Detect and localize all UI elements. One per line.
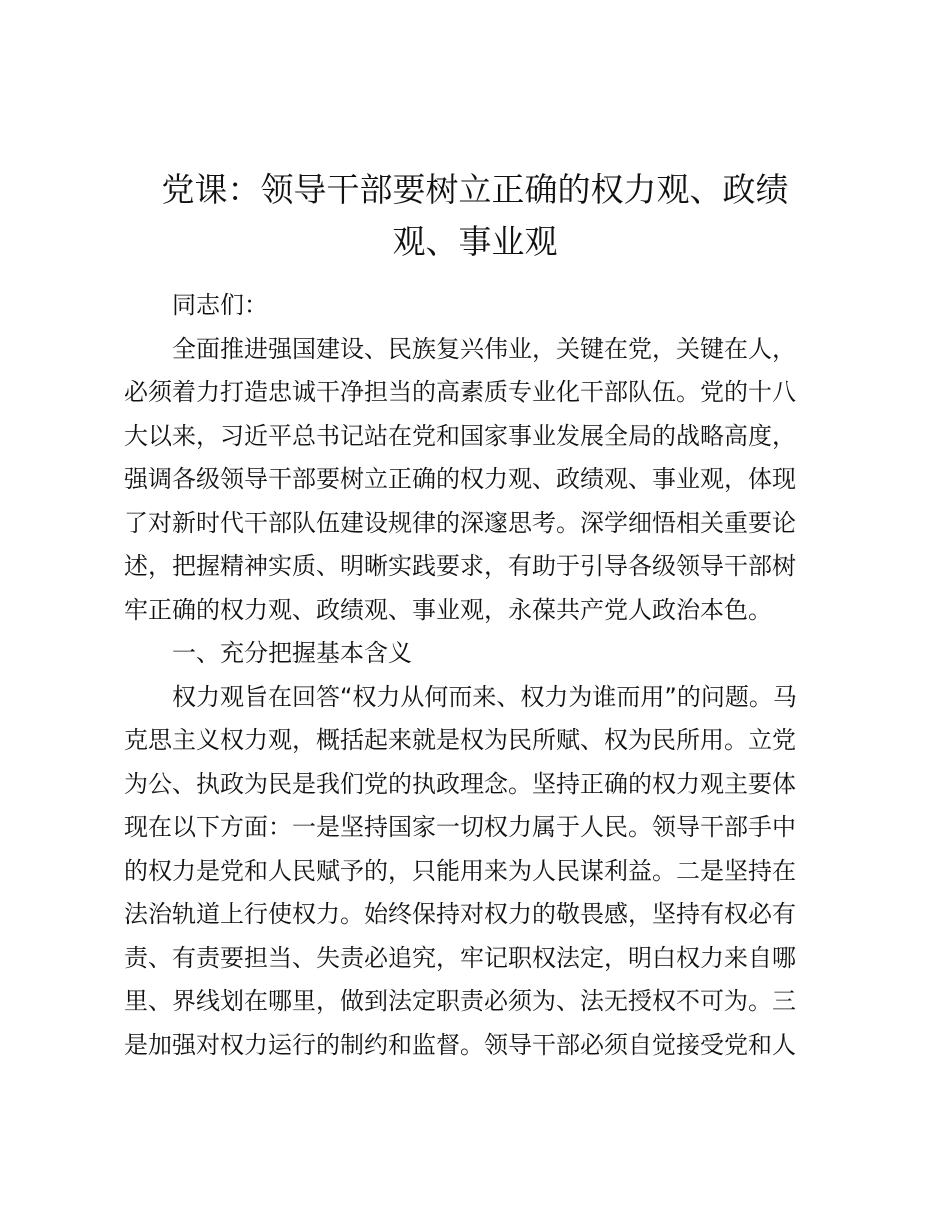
body-line: 一、充分把握基本含义 [172, 639, 412, 667]
body-line: 现在以下方面：一是坚持国家一切权力属于人民。领导干部手中 [124, 813, 796, 841]
body-line: 必须着力打造忠诚干净担当的高素质专业化干部队伍。党的十八 [124, 378, 796, 406]
body-line: 述，把握精神实质、明晰实践要求，有助于引导各级领导干部树 [124, 552, 796, 580]
body-line: 是加强对权力运行的制约和监督。领导干部必须自觉接受党和人 [124, 1030, 796, 1059]
body-line: 同志们： [172, 291, 268, 319]
body-line: 为公、执政为民是我们党的执政理念。坚持正确的权力观主要体 [124, 769, 796, 798]
body-line: 牢正确的权力观、政绩观、事业观，永葆共产党人政治本色。 [124, 595, 772, 624]
body-line: 责、有责要担当、失责必追究，牢记职权法定，明白权力来自哪 [124, 943, 796, 972]
document-title [120, 164, 830, 268]
title-line: 观、事业观 [392, 222, 558, 261]
body-line: 的权力是党和人民赋予的，只能用来为人民谋利益。二是坚持在 [124, 856, 796, 885]
body-line: 法治轨道上行使权力。始终保持对权力的敬畏感，坚持有权必有 [124, 900, 796, 928]
body-line: 里、界线划在哪里，做到法定职责必须为、法无授权不可为。三 [124, 987, 796, 1015]
body-line: 克思主义权力观，概括起来就是权为民所赋、权为民所用。立党 [124, 726, 796, 754]
document-body [124, 284, 820, 1067]
body-line: 了对新时代干部队伍建设规律的深邃思考。深学细悟相关重要论 [124, 508, 796, 537]
body-line: 权力观旨在回答“权力从何而来、权力为谁而用”的问题。马 [172, 682, 797, 711]
body-line: 大以来，习近平总书记站在党和国家事业发展全局的战略高度， [124, 421, 796, 450]
body-line: 强调各级领导干部要树立正确的权力观、政绩观、事业观，体现 [124, 465, 796, 493]
title-line: 党课：领导干部要树立正确的权力观、政绩 [161, 170, 789, 209]
body-line: 全面推进强国建设、民族复兴伟业，关键在党，关键在人， [172, 334, 796, 363]
